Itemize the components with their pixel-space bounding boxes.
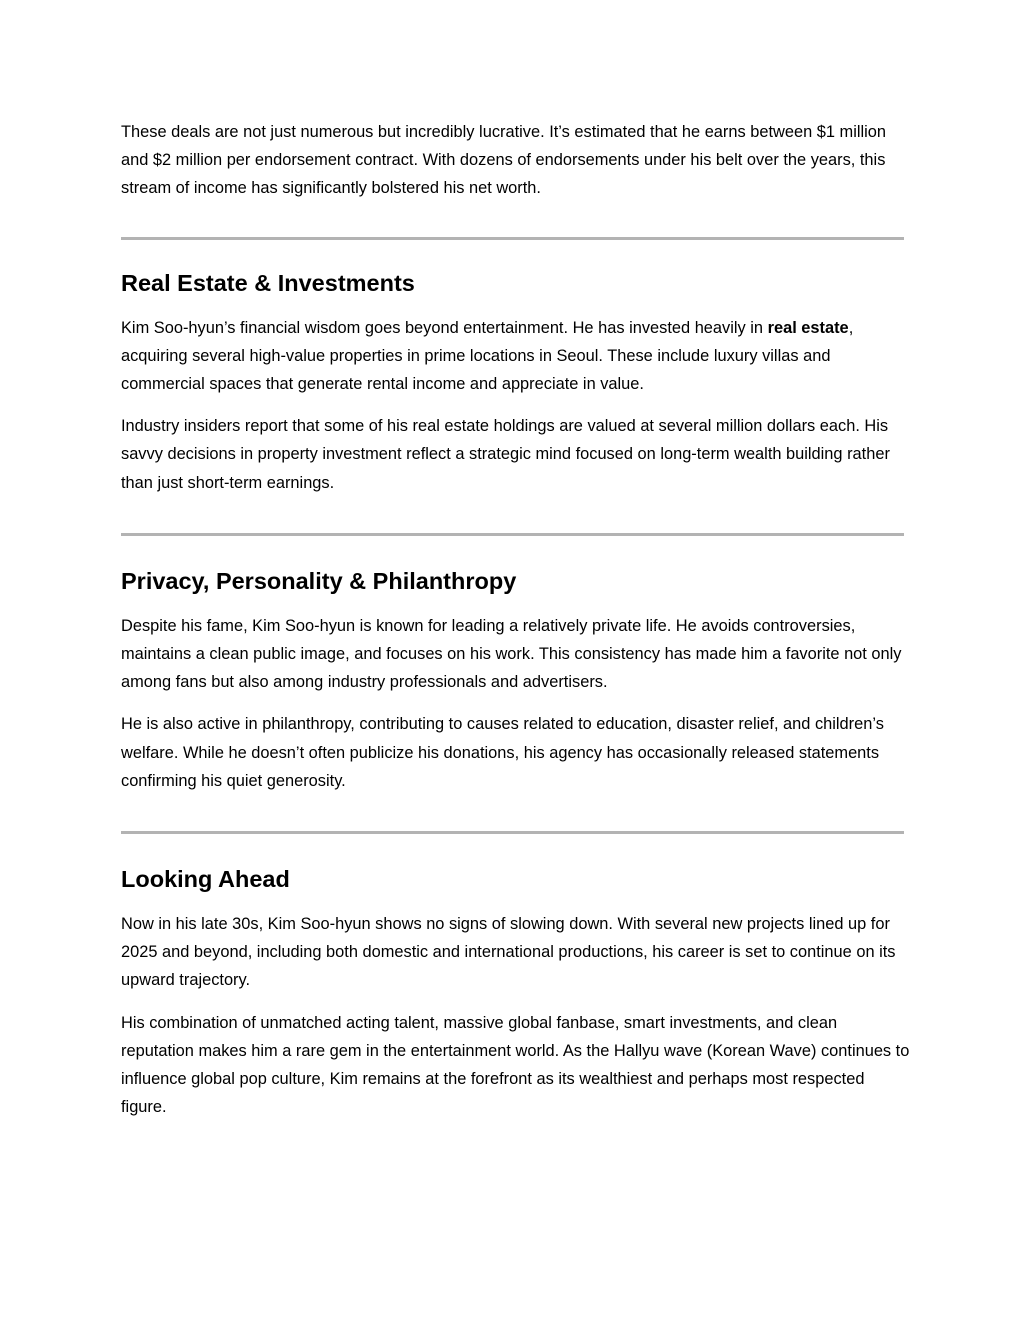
section-privacy — [121, 566, 911, 795]
section-heading: Privacy, Personality & Philanthropy — [121, 567, 517, 594]
section-heading: Looking Ahead — [121, 866, 290, 893]
document-page — [121, 118, 911, 1135]
text-run: Kim Soo-hyun’s financial wisdom goes beyond entertainment. He has invested heavily in — [121, 318, 768, 337]
section-real-estate — [121, 268, 911, 497]
paragraph — [121, 314, 911, 399]
section-heading: Real Estate & Investments — [121, 269, 415, 296]
section-divider — [121, 831, 904, 834]
intro-paragraph: These deals are not just numerous but incredibly lucrative. It’s estimated that he earns between $1 million and $2 million per endorsement contract. With dozens of endorsements under his belt over the years, this stream of income has significantly bolstered his net worth. — [121, 123, 887, 198]
section-looking-ahead — [121, 864, 911, 1121]
section-divider — [121, 237, 904, 240]
paragraph: His combination of unmatched acting talent, massive global fanbase, smart investments, and clean reputation makes him a rare gem in the entertainment world. As the Hallyu wave (Korean Wave) continues to influence global pop culture, Kim remains at the forefront as its wealthiest and perhaps most respected figure. — [121, 1013, 910, 1117]
paragraph: Despite his fame, Kim Soo-hyun is known for leading a relatively private life. He avoids controversies, maintains a clean public image, and focuses on his work. This consistency has made him a favorite not only among fans but also among industry professionals and advertisers. — [121, 616, 902, 692]
paragraph: Industry insiders report that some of his real estate holdings are valued at several million dollars each. His savvy decisions in property investment reflect a strategic mind focused on long-term wealth building rather than just short-term earnings. — [121, 417, 890, 492]
text-run: , acquiring several high-value properties in prime locations in Seoul. These include luxury villas and commercial spaces that generate rental income and appreciate in value. — [121, 318, 854, 394]
paragraph: Now in his late 30s, Kim Soo-hyun shows no signs of slowing down. With several new projects lined up for 2025 and beyond, including both domestic and international productions, his career is set to continue on its upward trajectory. — [121, 915, 896, 990]
section-divider — [121, 533, 904, 536]
paragraph: He is also active in philanthropy, contributing to causes related to education, disaster relief, and children’s welfare. While he doesn’t often publicize his donations, his agency has occasionally released statements confirming his quiet generosity. — [121, 715, 884, 790]
bold-text: real estate — [767, 318, 849, 337]
